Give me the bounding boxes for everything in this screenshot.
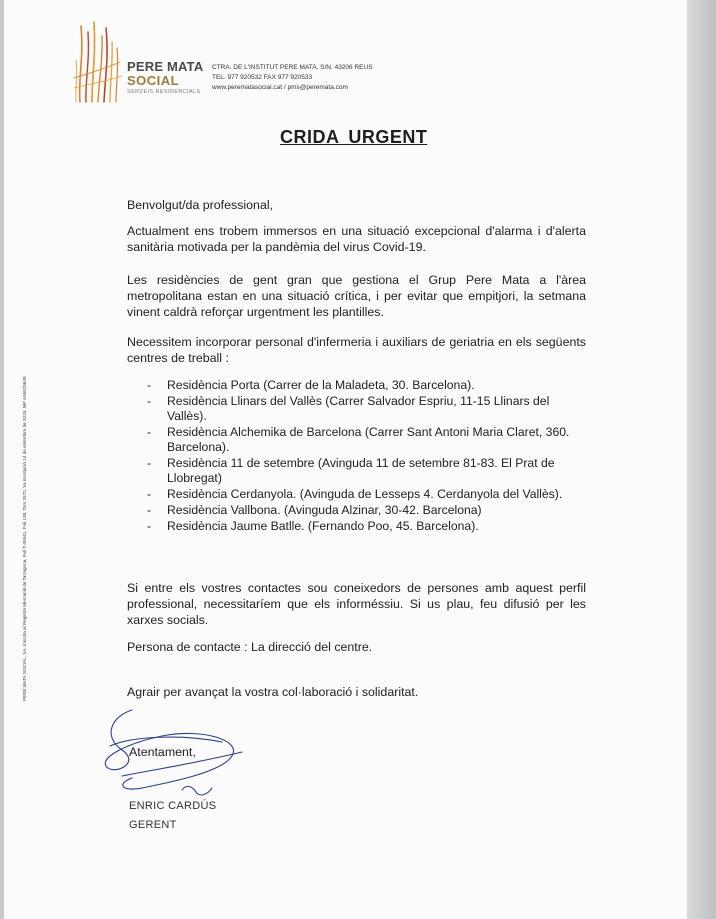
- document-title: CRIDA URGENT: [280, 127, 428, 147]
- paragraph-3: Necessitem incorporar personal d'infermeria i auxiliars de geriatria en els següents centres de treball :: [127, 335, 586, 365]
- list-item: - Residència Porta (Carrer de la Maladeta, 30. Barcelona).: [147, 378, 475, 392]
- contact-person: Persona de contacte : La direcció del centre.: [127, 640, 373, 654]
- closing-line: Atentament,: [129, 745, 196, 759]
- greeting: Benvolgut/da professional,: [127, 198, 274, 212]
- background-strip: [687, 0, 716, 919]
- paragraph-2: Les residències de gent gran que gestiona el Grup Pere Mata a l'àrea metropolitana estan en una situació crítica, i per evitar que empitjori, la setmana vinent caldrà reforçar urgentment les plantilles.: [127, 273, 586, 319]
- contact-block: [212, 63, 373, 93]
- list-item: - Residència Cerdanyola. (Avinguda de Lesseps 4. Cerdanyola del Vallès).: [147, 487, 563, 501]
- list-dash: -: [147, 456, 152, 470]
- list-dash: -: [147, 487, 152, 501]
- list-dash: -: [147, 394, 152, 408]
- centres-list: [147, 378, 587, 535]
- brand-sub: SOCIAL: [127, 73, 180, 88]
- registry-note: PERE MATA SOCIAL, SA. Inscrita al Registre Mercantil de Tarragona, Full T-45941, Foli 138, Tom 2572. Va inscripció 14 de setembre de 2018, NIF A55525649: [22, 376, 27, 701]
- list-dash: -: [147, 425, 152, 439]
- contact-phone: TEL. 977 920532 FAX 977 920533: [212, 74, 313, 81]
- pere-mata-logo-icon: [72, 18, 124, 104]
- list-item: - Residència Alchemika de Barcelona (Carrer Sant Antoni Maria Claret, 360. Barcelona).: [147, 425, 570, 454]
- paragraph-4: Si entre els vostres contactes sou coneixedors de persones amb aquest perfil professional, necessitaríem que els informéssiu. Si us plau, feu difusió per les xarxes socials.: [127, 581, 586, 627]
- signer-role: GERENT: [129, 819, 177, 831]
- paragraph-1: Actualment ens trobem immersos en una situació excepcional d'alarma i d'alerta sanitària motivada per la pandèmia del virus Covid-19.: [127, 224, 586, 254]
- list-dash: -: [147, 519, 152, 533]
- list-item: - Residència Jaume Batlle. (Fernando Poo, 45. Barcelona).: [147, 519, 479, 533]
- signer-name: ENRIC CARDÚS: [129, 800, 217, 812]
- contact-address: CTRA. DE L'INSTITUT PERE MATA, S/N. 43206 REUS: [212, 64, 373, 71]
- brand-tagline: SERVEIS RESIDENCIALS: [127, 89, 201, 95]
- list-item: - Residència 11 de setembre (Avinguda 11 de setembre 81-83. El Prat de Llobregat): [147, 456, 555, 485]
- brand-name: PERE MATA: [127, 59, 204, 74]
- list-dash: -: [147, 378, 152, 392]
- thanks-line: Agrair per avançat la vostra col·laboració i solidaritat.: [127, 685, 419, 699]
- list-item: - Residència Llinars del Vallès (Carrer Salvador Espriu, 11-15 Llinars del Vallès).: [147, 394, 550, 423]
- list-item: - Residència Vallbona. (Avinguda Alzinar, 30-42. Barcelona): [147, 503, 482, 517]
- contact-web: www.perematasocial.cat / pms@peremata.com: [212, 84, 348, 91]
- list-dash: -: [147, 503, 152, 517]
